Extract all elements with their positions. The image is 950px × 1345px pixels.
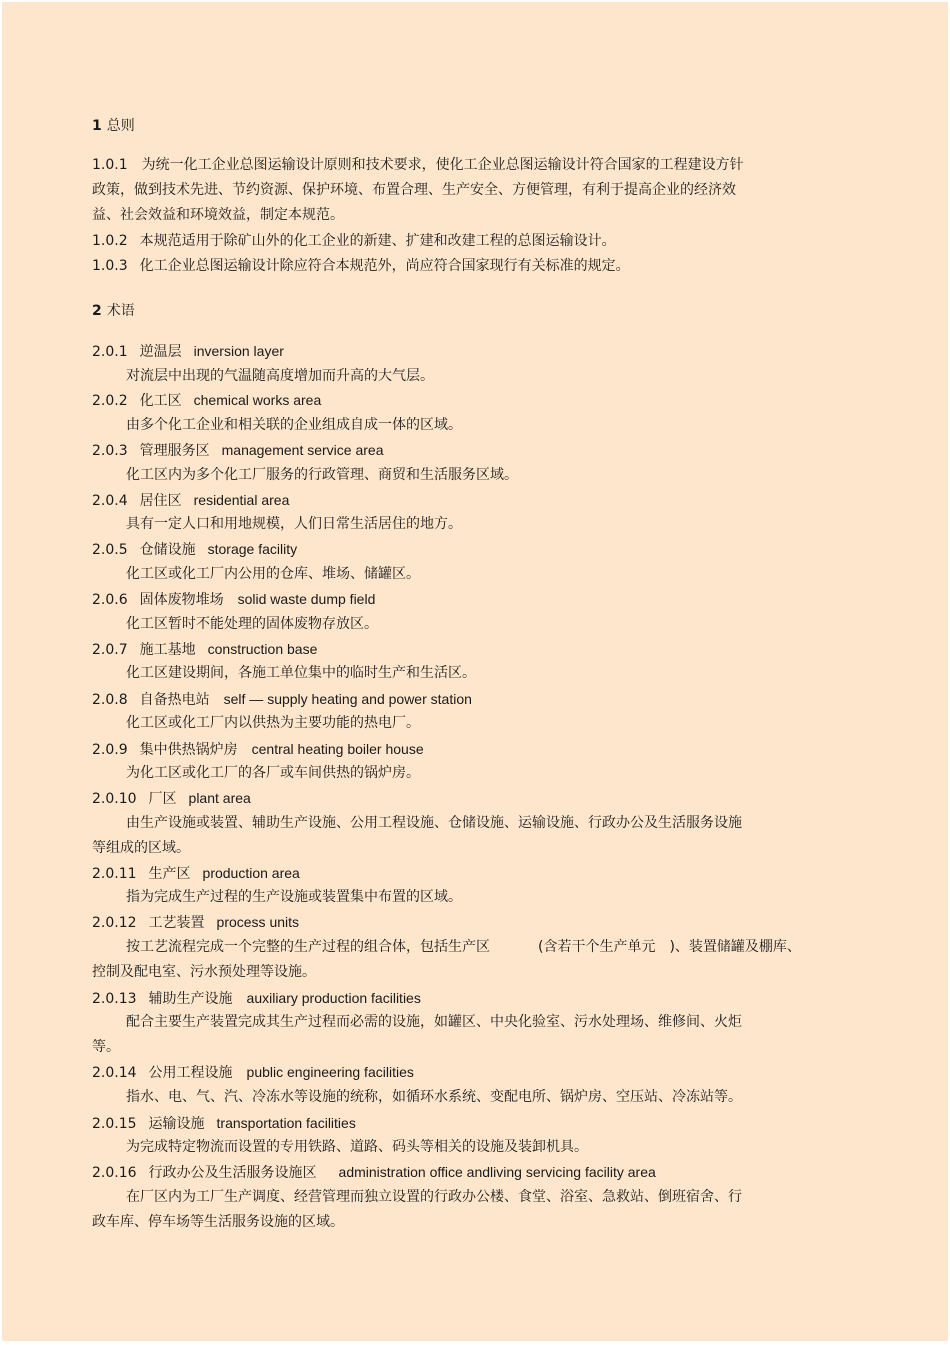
term-entry <box>92 390 321 411</box>
term-definition: 化工区或化工厂内以供热为主要功能的热电厂。 <box>126 715 420 731</box>
term-id: 2.0.1 <box>92 344 128 360</box>
term-zh: 生产区 <box>148 866 191 882</box>
term-zh: 化工区 <box>139 393 182 409</box>
clause-text: 化工企业总图运输设计除应符合本规范外，尚应符合国家现行有关标准的规定。 <box>139 258 630 274</box>
term-en: chemical works area <box>193 392 322 408</box>
term-zh: 逆温层 <box>139 344 182 360</box>
term-en: residential area <box>193 492 290 508</box>
term-zh: 公用工程设施 <box>148 1065 233 1081</box>
term-en: administration office andliving servicing facility area <box>338 1164 656 1180</box>
term-definition: 为化工区或化工厂的各厂或车间供热的锅炉房。 <box>126 765 420 781</box>
term-definition: 在厂区内为工厂生产调度、经营管理而独立设置的行政办公楼、食堂、浴室、急救站、倒班宿舍、行 <box>126 1189 742 1205</box>
definition-part: (含若干个生产单元 <box>538 939 656 955</box>
clause-text-line: 政策，做到技术先进、节约资源、保护环境、布置合理、生产安全、方便管理，有利于提高企业的经济效 <box>92 182 736 198</box>
term-definition: 化工区内为多个化工厂服务的行政管理、商贸和生活服务区域。 <box>126 467 518 483</box>
term-definition: 对流层中出现的气温随高度增加而升高的大气层。 <box>126 368 434 384</box>
definition-part: 按工艺流程完成一个完整的生产过程的组合体，包括生产区 <box>126 939 490 955</box>
term-id: 2.0.7 <box>92 642 128 658</box>
document-page <box>2 2 948 1341</box>
term-zh: 集中供热锅炉房 <box>139 742 238 758</box>
term-entry <box>92 689 472 710</box>
term-zh: 行政办公及生活服务设施区 <box>148 1165 317 1181</box>
term-en: plant area <box>188 790 251 806</box>
term-en: inversion layer <box>193 343 284 359</box>
clause-id: 1.0.2 <box>92 233 128 249</box>
term-en: storage facility <box>207 541 298 557</box>
term-definition: 等。 <box>92 1039 120 1055</box>
term-entry <box>92 912 299 933</box>
term-en: transportation facilities <box>216 1115 356 1131</box>
clause-text: 本规范适用于除矿山外的化工企业的新建、扩建和改建工程的总图运输设计。 <box>139 233 616 249</box>
definition-part: )、装置储罐及棚库、 <box>669 939 801 955</box>
term-definition: 等组成的区域。 <box>92 840 190 856</box>
term-entry <box>92 539 297 560</box>
clause-text: 为统一化工企业总图运输设计原则和技术要求，使化工企业总图运输设计符合国家的工程建设方针 <box>141 157 744 173</box>
term-entry <box>92 1062 414 1083</box>
section-number: 1 <box>92 118 102 134</box>
term-definition: 由多个化工企业和相关联的企业组成自成一体的区域。 <box>126 417 462 433</box>
term-zh: 施工基地 <box>139 642 196 658</box>
term-en: solid waste dump field <box>237 591 376 607</box>
section-title: 术语 <box>106 303 135 319</box>
term-zh: 厂区 <box>148 791 177 807</box>
term-id: 2.0.6 <box>92 592 128 608</box>
term-id: 2.0.3 <box>92 443 128 459</box>
term-entry <box>92 490 289 511</box>
term-zh: 运输设施 <box>148 1116 205 1132</box>
term-definition: 化工区建设期间，各施工单位集中的临时生产和生活区。 <box>126 665 476 681</box>
clause <box>92 155 744 175</box>
section-number: 2 <box>92 303 102 319</box>
term-definition: 由生产设施或装置、辅助生产设施、公用工程设施、仓储设施、运输设施、行政办公及生活服务设施 <box>126 815 742 831</box>
term-id: 2.0.4 <box>92 493 128 509</box>
term-id: 2.0.9 <box>92 742 128 758</box>
term-id: 2.0.10 <box>92 791 137 807</box>
term-en: process units <box>216 914 300 930</box>
term-id: 2.0.2 <box>92 393 128 409</box>
clause-id: 1.0.1 <box>92 157 128 173</box>
term-zh: 管理服务区 <box>139 443 210 459</box>
term-zh: 自备热电站 <box>139 692 210 708</box>
term-definition: 配合主要生产装置完成其生产过程而必需的设施，如罐区、中央化验室、污水处理场、维修间、火炬 <box>126 1014 742 1030</box>
term-zh: 固体废物堆场 <box>139 592 224 608</box>
term-entry <box>92 589 375 610</box>
clause-id: 1.0.3 <box>92 258 128 274</box>
section-heading <box>92 116 135 136</box>
term-definition: 政车库、停车场等生活服务设施的区域。 <box>92 1214 344 1230</box>
term-en: self — supply heating and power station <box>223 691 472 707</box>
term-entry <box>92 1162 656 1183</box>
section-heading <box>92 301 135 321</box>
clause-text-line: 益、社会效益和环境效益，制定本规范。 <box>92 207 344 223</box>
term-entry <box>92 988 421 1009</box>
term-entry <box>92 1113 356 1134</box>
term-entry <box>92 788 251 809</box>
term-id: 2.0.8 <box>92 692 128 708</box>
term-entry <box>92 863 300 884</box>
term-zh: 工艺装置 <box>148 915 205 931</box>
term-en: public engineering facilities <box>246 1064 414 1080</box>
term-definition: 化工区暂时不能处理的固体废物存放区。 <box>126 616 378 632</box>
term-en: construction base <box>207 641 318 657</box>
term-definition: 化工区或化工厂内公用的仓库、堆场、储罐区。 <box>126 566 420 582</box>
term-definition: 指为完成生产过程的生产设施或装置集中布置的区域。 <box>126 889 462 905</box>
term-entry <box>92 440 384 461</box>
term-id: 2.0.15 <box>92 1116 137 1132</box>
term-en: auxiliary production facilities <box>246 990 421 1006</box>
term-definition <box>126 937 801 957</box>
term-id: 2.0.13 <box>92 991 137 1007</box>
clause <box>92 231 616 251</box>
term-id: 2.0.16 <box>92 1165 137 1181</box>
section-title: 总则 <box>106 118 135 134</box>
term-entry <box>92 639 317 660</box>
term-zh: 仓储设施 <box>139 542 196 558</box>
term-id: 2.0.12 <box>92 915 137 931</box>
term-entry <box>92 739 424 760</box>
term-en: production area <box>202 865 300 881</box>
term-definition: 具有一定人口和用地规模，人们日常生活居住的地方。 <box>126 516 462 532</box>
term-entry <box>92 341 284 362</box>
term-id: 2.0.5 <box>92 542 128 558</box>
term-en: management service area <box>221 442 384 458</box>
term-definition: 为完成特定物流而设置的专用铁路、道路、码头等相关的设施及装卸机具。 <box>126 1139 588 1155</box>
term-en: central heating boiler house <box>251 741 424 757</box>
term-definition: 控制及配电室、污水预处理等设施。 <box>92 964 316 980</box>
clause <box>92 256 630 276</box>
term-zh: 辅助生产设施 <box>148 991 233 1007</box>
term-definition: 指水、电、气、汽、冷冻水等设施的统称，如循环水系统、变配电所、锅炉房、空压站、冷冻站等。 <box>126 1089 742 1105</box>
term-id: 2.0.11 <box>92 866 137 882</box>
term-id: 2.0.14 <box>92 1065 137 1081</box>
term-zh: 居住区 <box>139 493 182 509</box>
